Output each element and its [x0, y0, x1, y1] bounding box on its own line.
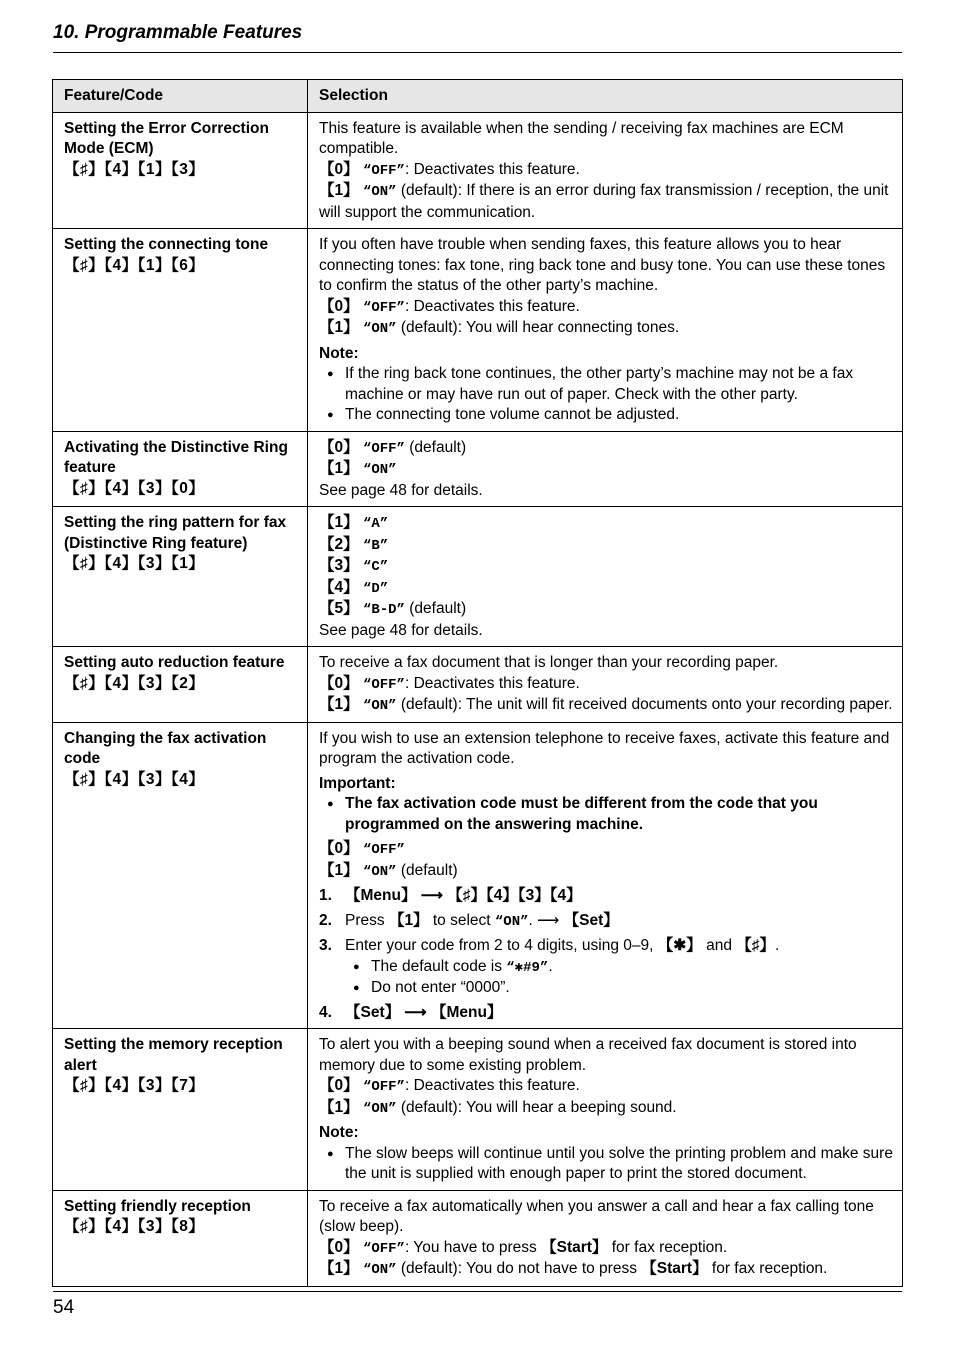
option-line [319, 318, 894, 340]
feature-code: 【♯】【4】【3】【4】 [64, 770, 205, 788]
step-text: Press [345, 911, 389, 929]
lcd-text: “ON” [362, 698, 397, 714]
step-text: . ⟶ [528, 911, 564, 929]
key-label: 【1】 [388, 911, 429, 929]
step-number: 3. [319, 937, 332, 954]
feature-code: 【♯】【4】【3】【0】 [64, 479, 205, 497]
step-text: to select [428, 911, 495, 929]
option-line [319, 1098, 894, 1120]
option-key: 【1】 [319, 460, 359, 477]
description: If you often have trouble when sending faxes, this feature allows you to hear connecting tones: fax tone, ring back tone and busy tone. You can use these tones to confirm the status of the other party’s machine. [319, 236, 886, 294]
option-text: (default) [404, 438, 467, 456]
feature-code: 【♯】【4】【3】【1】 [64, 555, 205, 572]
description: To receive a fax document that is longer than your recording paper. [319, 654, 779, 671]
option-key: 【1】 [319, 319, 359, 336]
feature-name: Setting auto reduction feature [64, 654, 285, 671]
option-key: 【1】 [319, 514, 359, 531]
option-key: 【1】 [319, 696, 359, 713]
option-text: (default): You will hear connecting tones. [396, 319, 680, 336]
lcd-text: “✱#9” [506, 959, 549, 976]
option-key: 【0】 [319, 160, 359, 178]
feature-code: 【♯】【4】【3】【8】 [64, 1218, 205, 1235]
lcd-text: “ON” [362, 184, 397, 200]
option-text: : Deactivates this feature. [404, 674, 580, 692]
feature-code: 【♯】【4】【3】【7】 [64, 1077, 205, 1094]
option-key: 【0】 [319, 297, 359, 315]
list-item: ● The fax activation code must be different from the code that you programmed on the answering machine. [319, 794, 894, 835]
step-text: 【Set】 ⟶ 【Menu】 [345, 1003, 503, 1021]
option-line [319, 459, 894, 481]
table-row [53, 647, 903, 723]
feature-name: Activating the Distinctive Ring feature [64, 438, 288, 476]
note-list [319, 364, 894, 426]
option-line [319, 535, 894, 557]
column-header-feature: Feature/Code [53, 80, 308, 113]
option-key: 【2】 [319, 535, 359, 553]
note-list [319, 1144, 894, 1185]
list-item: ● If the ring back tone continues, the other party’s machine may not be a fax machine or may have run out of paper. Check with the other party. [319, 364, 894, 405]
option-line [319, 1076, 894, 1098]
lcd-text: “B” [362, 537, 389, 554]
description: If you wish to use an extension telephone to receive faxes, activate this feature and program the activation code. [319, 729, 890, 767]
key-label: 【✱】 [657, 937, 702, 954]
table-row [53, 1190, 903, 1286]
selection-cell [308, 431, 903, 507]
features-table [52, 79, 903, 1287]
table-row [53, 507, 903, 647]
option-line [319, 297, 894, 319]
option-key: 【4】 [319, 578, 359, 596]
see-page-text: See page 48 for details. [319, 621, 483, 639]
page-header [53, 21, 902, 53]
option-text: (default): The unit will fit received documents onto your recording paper. [396, 696, 893, 713]
lcd-text: “OFF” [362, 440, 405, 457]
option-key: 【0】 [319, 438, 359, 456]
option-line [319, 695, 894, 717]
option-text: for fax reception. [607, 1238, 728, 1256]
feature-name: Setting friendly reception [64, 1197, 251, 1215]
lcd-text: “OFF” [362, 1079, 405, 1095]
option-text: : Deactivates this feature. [404, 160, 580, 178]
lcd-text: “OFF” [362, 842, 405, 858]
feature-code: 【♯】【4】【1】【6】 [64, 256, 205, 274]
lcd-text: “ON” [362, 1262, 397, 1278]
table-row [53, 431, 903, 507]
step-number: 4. [319, 1003, 332, 1021]
option-text: (default) [404, 600, 467, 617]
lcd-text: “OFF” [362, 1240, 405, 1257]
lcd-text: “ON” [362, 1100, 397, 1117]
selection-cell [308, 647, 903, 723]
option-key: 【1】 [319, 182, 359, 199]
option-text: : Deactivates this feature. [404, 297, 580, 315]
step-number: 1. [319, 887, 332, 904]
note-heading: Note: [319, 1124, 359, 1141]
page-number: 54 [53, 1297, 75, 1318]
option-text: (default) [396, 861, 458, 879]
see-page-text: See page 48 for details. [319, 481, 483, 499]
option-line [319, 1238, 894, 1260]
table-row [53, 722, 903, 1029]
lcd-text: “C” [362, 559, 389, 575]
step-item [319, 936, 894, 999]
selection-cell [308, 1029, 903, 1191]
steps-list [319, 886, 894, 1023]
feature-name: Setting the Error Correction Mode (ECM) [64, 119, 269, 157]
feature-code: 【♯】【4】【3】【2】 [64, 674, 205, 692]
table-header-row [53, 80, 903, 113]
feature-cell [53, 1190, 308, 1286]
sub-list [345, 957, 894, 999]
step-text: . [775, 937, 780, 954]
selection-cell [308, 1190, 903, 1286]
option-text: (default): You will hear a beeping sound. [396, 1098, 677, 1116]
feature-cell [53, 431, 308, 507]
feature-name: Setting the ring pattern for fax (Distinctive Ring feature) [64, 514, 287, 552]
option-line [319, 513, 894, 535]
description: This feature is available when the sending / receiving fax machines are ECM compatible. [319, 119, 844, 157]
lcd-text: “ON” [362, 462, 397, 478]
lcd-text: “ON” [362, 863, 397, 880]
option-key: 【5】 [319, 600, 359, 617]
table-row [53, 229, 903, 432]
option-line [319, 578, 894, 600]
key-label: 【♯】 [736, 937, 776, 954]
option-line [319, 861, 894, 883]
step-text: and [701, 937, 737, 954]
key-label: 【Start】 [541, 1238, 608, 1256]
selection-cell [308, 112, 903, 229]
selection-cell [308, 507, 903, 647]
feature-cell [53, 647, 308, 723]
feature-code: 【♯】【4】【1】【3】 [64, 160, 205, 178]
lcd-text: “OFF” [362, 676, 405, 693]
page-footer [53, 1291, 902, 1319]
option-text: : Deactivates this feature. [404, 1077, 580, 1094]
lcd-text: “ON” [362, 321, 397, 337]
option-key: 【0】 [319, 1238, 359, 1256]
list-item: ● The connecting tone volume cannot be adjusted. [319, 405, 894, 426]
option-line [319, 160, 894, 182]
lcd-text: “B-D” [362, 602, 405, 618]
column-header-selection: Selection [308, 80, 903, 113]
option-key: 【3】 [319, 557, 359, 574]
option-key: 【1】 [319, 861, 359, 879]
selection-cell [308, 229, 903, 432]
step-text: Enter your code from 2 to 4 digits, using 0–9, [345, 937, 658, 954]
step-text: 【Menu】 ⟶ 【♯】【4】【3】【4】 [345, 887, 582, 904]
option-line [319, 599, 894, 621]
description: To receive a fax automatically when you answer a call and hear a fax calling tone (slow beep). [319, 1197, 874, 1235]
feature-cell [53, 722, 308, 1029]
option-key: 【1】 [319, 1260, 359, 1277]
feature-name: Changing the fax activation code [64, 729, 267, 767]
list-item [345, 957, 894, 979]
important-list [319, 794, 894, 835]
page-title: 10. Programmable Features [53, 22, 303, 43]
note-heading: Note: [319, 344, 359, 362]
option-text: (default): You do not have to press [396, 1260, 642, 1277]
step-item [319, 1003, 894, 1024]
option-key: 【0】 [319, 840, 359, 857]
feature-name: Setting the memory reception alert [64, 1036, 283, 1074]
option-line [319, 674, 894, 696]
table-row [53, 1029, 903, 1191]
lcd-text: “OFF” [362, 162, 405, 179]
key-label: 【Set】 [563, 911, 619, 929]
lcd-text: “ON” [494, 913, 529, 930]
step-item [319, 886, 894, 907]
description: To alert you with a beeping sound when a received fax document is stored into memory due to some existing problem. [319, 1036, 857, 1074]
option-text: : You have to press [404, 1238, 542, 1256]
selection-cell [308, 722, 903, 1029]
lcd-text: “A” [362, 516, 389, 532]
feature-cell [53, 507, 308, 647]
feature-name: Setting the connecting tone [64, 236, 269, 253]
bullet-text: The default code is [371, 957, 507, 975]
option-line [319, 181, 894, 223]
feature-cell [53, 1029, 308, 1191]
option-line [319, 839, 894, 861]
option-key: 【1】 [319, 1098, 359, 1116]
option-text: for fax reception. [707, 1260, 828, 1277]
list-item: ● The slow beeps will continue until you solve the printing problem and make sure the unit is supplied with enough paper to print the stored document. [319, 1144, 894, 1185]
lcd-text: “OFF” [362, 299, 405, 316]
step-item [319, 911, 894, 933]
bullet-text: . [548, 957, 553, 975]
option-line [319, 438, 894, 460]
key-label: 【Start】 [641, 1260, 708, 1277]
option-line [319, 1259, 894, 1281]
option-line [319, 556, 894, 578]
table-row [53, 112, 903, 229]
feature-cell [53, 229, 308, 432]
list-item: ● Do not enter “0000”. [345, 978, 894, 999]
step-number: 2. [319, 911, 332, 929]
important-heading: Important: [319, 774, 396, 792]
lcd-text: “D” [362, 580, 389, 597]
feature-cell [53, 112, 308, 229]
option-text: (default): If there is an error during fax transmission / reception, the unit will support the communication. [319, 182, 889, 221]
option-key: 【0】 [319, 674, 359, 692]
option-key: 【0】 [319, 1077, 359, 1094]
